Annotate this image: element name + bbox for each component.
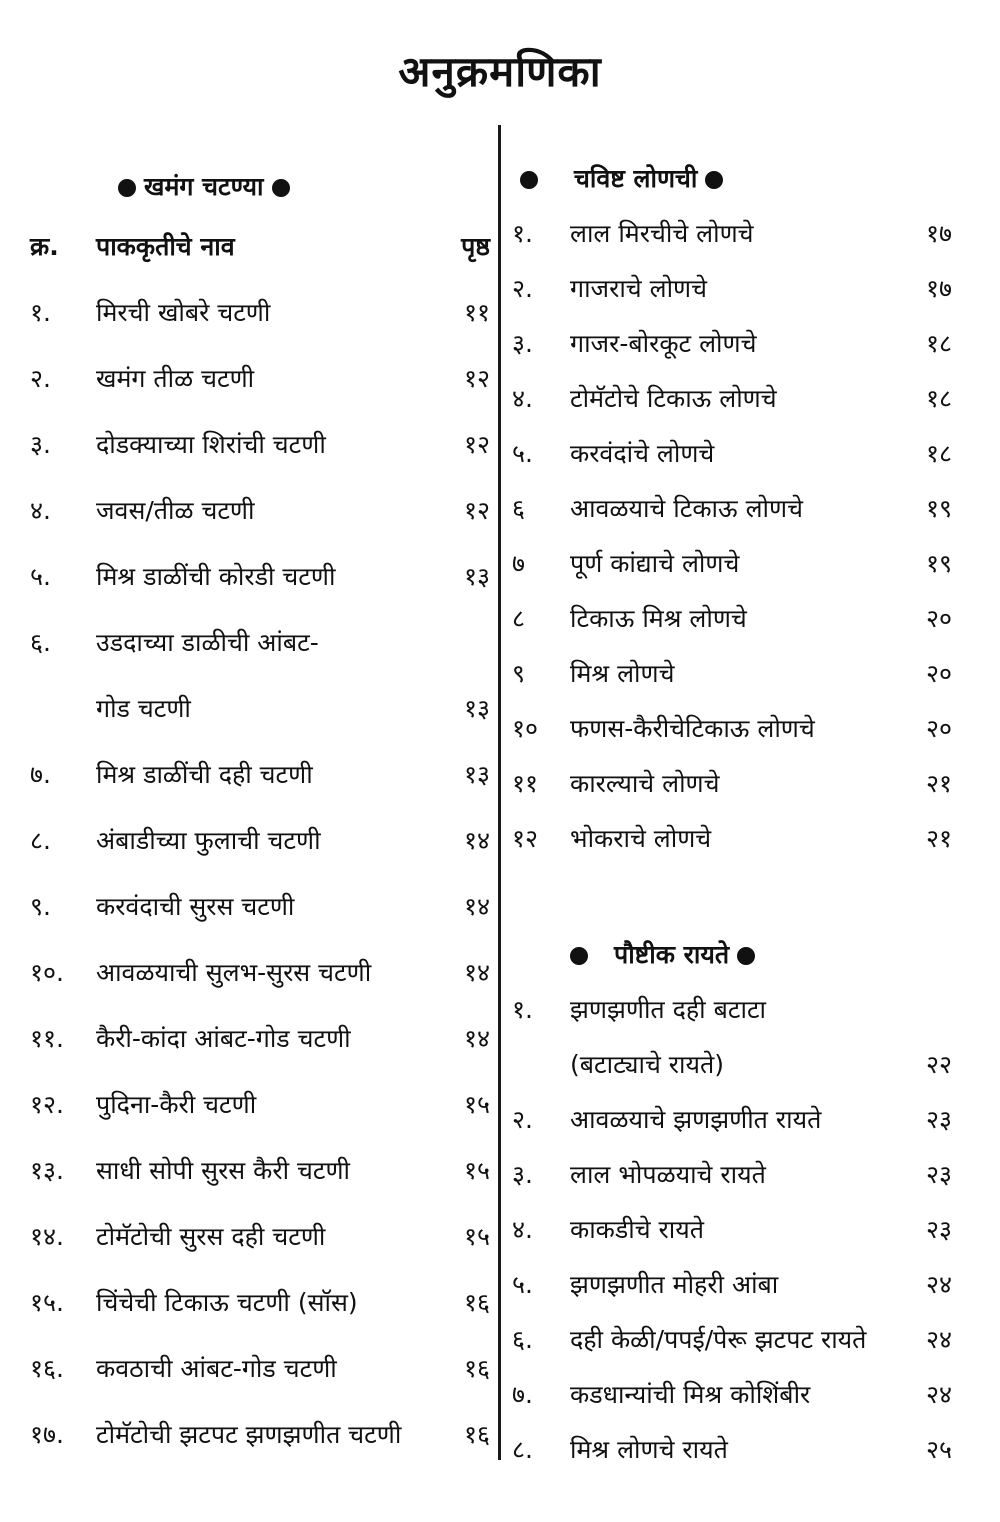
list-item [512,591,952,646]
list-item [512,1257,952,1312]
item-page: २३ [925,1105,952,1134]
item-page: १९ [925,549,952,578]
section-heading [512,152,952,206]
column-divider [498,125,501,1460]
header-num: क्र. [30,232,59,261]
item-name: दही केळी/पपई/पेरू झटपट रायते [570,1325,867,1354]
item-name: टिकाऊ मिश्र लोणचे [570,604,747,633]
item-name: कडधान्यांची मिश्र कोशिंबीर [570,1380,811,1409]
item-number: १. [30,298,51,327]
list-item [512,481,952,536]
item-name: पूर्ण कांद्याचे लोणचे [570,549,740,578]
item-number: १० [512,714,539,743]
item-page: १९ [925,494,952,523]
list-item [30,874,490,940]
list-item [512,206,952,261]
item-name: लाल मिरचीचे लोणचे [570,219,754,248]
list-item [512,1422,952,1477]
list-item [512,1312,952,1367]
list-item [30,544,490,610]
list-item [30,940,490,1006]
item-name: आवळयाची सुलभ-सुरस चटणी [96,958,372,987]
item-number: २. [30,364,51,393]
item-name: मिरची खोबरे चटणी [96,298,271,327]
list-item [512,1367,952,1422]
item-name: (बटाट्याचे रायते) [570,1050,724,1079]
section-title: पौष्टीक रायते [614,940,730,969]
item-number: ७. [512,1380,533,1409]
item-name: साधी सोपी सुरस कैरी चटणी [96,1156,351,1185]
item-number: १६. [30,1354,64,1383]
list-item [30,676,490,742]
item-number: ३. [512,1160,533,1189]
item-page: १३ [463,694,490,723]
item-name: कारल्याचे लोणचे [570,769,720,798]
section-title: चविष्ट लोणची [574,164,698,193]
list-item [30,610,490,676]
item-number: ७ [512,549,526,578]
item-name: गाजर-बोरकूट लोणचे [570,329,757,358]
list-item [30,1402,490,1468]
item-name: मिश्र डाळींची कोरडी चटणी [96,562,336,591]
item-page: २२ [925,1050,952,1079]
list-item [30,412,490,478]
list-item [30,1204,490,1270]
item-number: ३. [512,329,533,358]
item-number: १४. [30,1222,64,1251]
header-name: पाककृतीचे नाव [96,232,235,261]
list-item [30,742,490,808]
item-number: २. [512,1105,533,1134]
item-page: १३ [463,562,490,591]
item-number: ६. [30,628,51,657]
item-number: १. [512,995,533,1024]
bullet-icon [118,179,136,197]
item-name: उडदाच्या डाळीची आंबट- [96,628,319,657]
item-name: टोमॅटोची सुरस दही चटणी [96,1222,326,1251]
recipe-list [30,280,490,1468]
item-page: १४ [463,958,490,987]
item-page: २४ [925,1270,952,1299]
item-number: ९. [30,892,51,921]
item-name: मिश्र डाळींची दही चटणी [96,760,313,789]
list-item [512,1202,952,1257]
item-number: ३. [30,430,51,459]
item-page: १३ [463,760,490,789]
item-name: लाल भोपळयाचे रायते [570,1160,766,1189]
item-page: १६ [463,1420,490,1449]
list-item [512,701,952,756]
list-item [30,1138,490,1204]
section-heading [512,928,952,982]
list-item [512,371,952,426]
bullet-icon [705,171,723,189]
item-number: १२ [512,824,539,853]
item-number: ९ [512,659,526,688]
item-number: ११. [30,1024,64,1053]
item-name: मिश्र लोणचे [570,659,675,688]
item-page: २३ [925,1215,952,1244]
item-page: १८ [925,384,952,413]
item-name: टोमॅटोचे टिकाऊ लोणचे [570,384,777,413]
item-page: २३ [925,1160,952,1189]
item-number: ४. [512,384,533,413]
item-page: १८ [925,439,952,468]
list-item [512,1147,952,1202]
list-item [512,261,952,316]
list-item [512,646,952,701]
item-name: टोमॅटोची झटपट झणझणीत चटणी [96,1420,402,1449]
item-name: पुदिना-कैरी चटणी [96,1090,257,1119]
header-page: पृष्ठ [461,232,490,261]
bullet-icon [737,947,755,965]
item-number: ८ [512,604,526,633]
item-number: ५. [30,562,51,591]
section-heading [30,160,490,214]
page-title: अनुक्रमणिका [398,47,602,96]
table-header [30,214,490,280]
item-name: खमंग तीळ चटणी [96,364,255,393]
list-item [30,346,490,412]
item-name: करवंदांचे लोणचे [570,439,715,468]
item-page: १६ [463,1354,490,1383]
item-name: झणझणीत मोहरी आंबा [570,1270,779,1299]
item-page: २१ [925,824,952,853]
item-number: ४. [30,496,51,525]
item-page: १५ [463,1156,490,1185]
item-page: २१ [925,769,952,798]
bullet-icon [272,179,290,197]
right-column [512,152,952,1477]
item-name: दोडक्याच्या शिरांची चटणी [96,430,326,459]
item-number: १२. [30,1090,64,1119]
item-name: फणस-कैरीचेटिकाऊ लोणचे [570,714,815,743]
bullet-icon [570,947,588,965]
item-name: अंबाडीच्या फुलाची चटणी [96,826,321,855]
item-number: ८. [512,1435,533,1464]
list-item [30,478,490,544]
left-column [30,160,490,1468]
item-name: चिंचेची टिकाऊ चटणी (सॉस) [96,1288,358,1317]
list-item [512,426,952,481]
item-number: १५. [30,1288,64,1317]
item-page: २० [925,659,952,688]
item-number: २. [512,274,533,303]
item-name: मिश्र लोणचे रायते [570,1435,728,1464]
item-page: २४ [925,1325,952,1354]
item-name: करवंदाची सुरस चटणी [96,892,295,921]
item-number: १. [512,219,533,248]
item-name: आवळयाचे टिकाऊ लोणचे [570,494,803,523]
item-page: १७ [925,219,952,248]
list-item [30,808,490,874]
item-number: ११ [512,769,539,798]
item-page: १२ [463,364,490,393]
item-number: ५. [512,1270,533,1299]
item-page: १४ [463,892,490,921]
item-number: ४. [512,1215,533,1244]
item-page: २४ [925,1380,952,1409]
list-item [512,1092,952,1147]
item-page: १४ [463,1024,490,1053]
item-number: ६ [512,494,526,523]
list-item [30,1336,490,1402]
list-item [512,1037,952,1092]
list-item [512,536,952,591]
item-name: कैरी-कांदा आंबट-गोड चटणी [96,1024,351,1053]
item-name: गाजराचे लोणचे [570,274,707,303]
list-item [30,1006,490,1072]
item-page: १२ [463,496,490,525]
list-item [30,1270,490,1336]
bullet-icon [520,171,538,189]
item-number: १३. [30,1156,64,1185]
item-page: २५ [925,1435,952,1464]
item-name: काकडीचे रायते [570,1215,704,1244]
item-number: १७. [30,1420,64,1449]
section-title: खमंग चटण्या [144,172,264,201]
item-page: १८ [925,329,952,358]
list-item [30,1072,490,1138]
item-name: गोड चटणी [96,694,191,723]
item-page: १६ [463,1288,490,1317]
list-item [512,982,952,1037]
item-page: ११ [463,298,490,327]
item-number: ८. [30,826,51,855]
item-number: ५. [512,439,533,468]
item-name: कवठाची आंबट-गोड चटणी [96,1354,337,1383]
item-page: १७ [925,274,952,303]
item-name: जवस/तीळ चटणी [96,496,255,525]
list-item [512,316,952,371]
item-number: ६. [512,1325,533,1354]
item-page: २० [925,714,952,743]
recipe-list [512,206,952,866]
item-name: झणझणीत दही बटाटा [570,995,767,1024]
recipe-list [512,982,952,1477]
item-number: ७. [30,760,51,789]
item-page: २० [925,604,952,633]
item-number: १०. [30,958,64,987]
list-item [512,756,952,811]
item-page: १५ [463,1222,490,1251]
item-page: १४ [463,826,490,855]
item-name: आवळयाचे झणझणीत रायते [570,1105,822,1134]
item-page: १२ [463,430,490,459]
list-item [30,280,490,346]
item-name: भोकराचे लोणचे [570,824,712,853]
item-page: १५ [463,1090,490,1119]
list-item [512,811,952,866]
